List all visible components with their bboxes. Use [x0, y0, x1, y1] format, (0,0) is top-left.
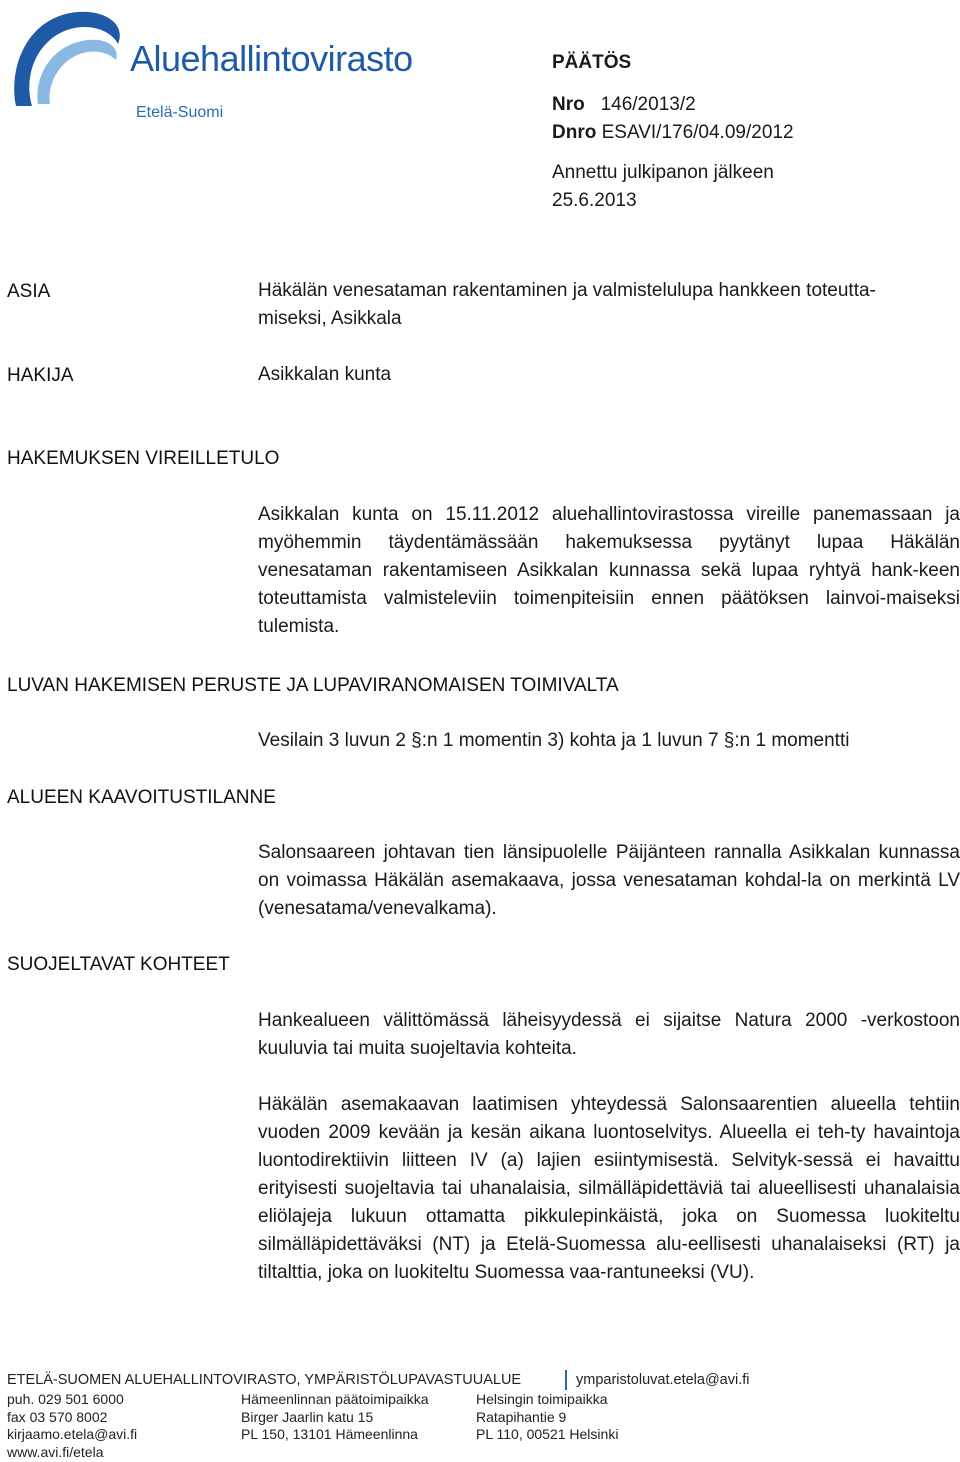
footer-separator — [565, 1370, 567, 1390]
section-label-hakija: HAKIJA — [7, 365, 74, 386]
footer-fax: fax 03 570 8002 — [7, 1408, 108, 1425]
nro-value: 146/2013/2 — [600, 94, 696, 115]
record-number — [552, 122, 794, 144]
footer-helsinki-title: Helsingin toimipaikka — [476, 1391, 608, 1407]
decision-number — [552, 94, 696, 116]
footer-hameenlinna-column — [241, 1391, 429, 1444]
footer-helsinki-column — [476, 1391, 618, 1444]
nro-label: Nro — [552, 94, 585, 115]
section-text-vireilletulo: Asikkalan kunta on 15.11.2012 aluehallintovirastossa vireille panemassaan ja myöhemmin täydentämässään hakemuksessa pyytänyt lupaa Häkälän venesataman rakentamiseen Asikkalan kunnassa sekä lupaa ryhtyä hank-keen toteuttamista valmisteleviin toimenpiteisiin ennen päätöksen lainvoi-maiseksi tulemista. — [258, 504, 960, 637]
section-text-kaavoitus: Salonsaareen johtavan tien länsipuolelle Päijänteen rannalla Asikkalan kunnassa on voimassa Häkälän asemakaava, jossa venesataman kohdal-la on merkintä LV (venesatama/venevalkama). — [258, 842, 960, 919]
logo-wordmark: Aluehallintovirasto — [130, 38, 413, 79]
region-label: Etelä-Suomi — [136, 104, 224, 121]
footer-hq-title: Hämeenlinnan päätoimipaikka — [241, 1391, 429, 1407]
footer-email-link[interactable]: ymparistoluvat.etela@avi.fi — [576, 1372, 750, 1388]
issued-line-1: Annettu julkipanon jälkeen — [552, 162, 774, 183]
footer-registry-email[interactable]: kirjaamo.etela@avi.fi — [7, 1426, 138, 1442]
section-label-peruste: LUVAN HAKEMISEN PERUSTE JA LUPAVIRANOMAISEN TOIMIVALTA — [7, 675, 619, 696]
section-text-asia: Häkälän venesataman rakentaminen ja valmistelulupa hankkeen toteutta- miseksi, Asikkala — [258, 280, 876, 329]
footer-hq-street: Birger Jaarlin katu 15 — [241, 1408, 374, 1425]
section-text-hakija: Asikkalan kunta — [258, 364, 392, 385]
footer-org: ETELÄ-SUOMEN ALUEHALLINTOVIRASTO, YMPÄRISTÖLUPAVASTUUALUE — [7, 1372, 522, 1388]
dnro-value: ESAVI/176/04.09/2012 — [601, 122, 794, 143]
footer-helsinki-postbox: PL 110, 00521 Helsinki — [476, 1426, 619, 1442]
section-label-suojeltavat: SUOJELTAVAT KOHTEET — [7, 954, 230, 975]
document-type: PÄÄTÖS — [552, 52, 632, 73]
section-text-suojeltavat-1: Hankealueen välittömässä läheisyydessä ei sijaitse Natura 2000 -verkostoon kuuluvia tai muita suojeltavia kohteita. — [258, 1010, 960, 1059]
footer-phone: puh. 029 501 6000 — [7, 1391, 124, 1407]
logo-swoosh-icon — [8, 6, 138, 116]
issued-date: 25.6.2013 — [552, 190, 637, 211]
footer-contact-column — [7, 1391, 137, 1461]
section-text-suojeltavat-2: Häkälän asemakaavan laatimisen yhteydessä Salonsaarentien alueella tehtiin vuoden 2009 kevään ja kesän aikana luontoselvitys. Alueella ei teh-ty havaintoja luontodirektiivin liitteen IV (a) lajien esiintymisestä. Selvityk-sessä ei havaittu erityisesti suojeltavia tai uhanalaisia, silmälläpidettäviä tai alueellisesti uhanalaisia eliölajeja lukuun ottamatta pikkulepinkäistä, joka on Suomessa luokiteltu silmälläpidettäväksi (NT) ja Etelä-Suomessa alu-eellisesti uhanalaiseksi (RT) ja tiltalttia, joka on luokiteltu Suomessa vaa-rantuneeksi (VU). — [258, 1094, 960, 1283]
section-label-asia: ASIA — [7, 281, 51, 302]
footer-helsinki-street: Ratapihantie 9 — [476, 1408, 567, 1425]
footer-hq-postbox: PL 150, 13101 Hämeenlinna — [241, 1426, 418, 1442]
section-label-vireilletulo: HAKEMUKSEN VIREILLETULO — [7, 448, 280, 469]
dnro-label: Dnro — [552, 122, 597, 143]
section-text-peruste: Vesilain 3 luvun 2 §:n 1 momentin 3) kohta ja 1 luvun 7 §:n 1 momentti — [258, 730, 850, 751]
footer-website[interactable]: www.avi.fi/etela — [7, 1443, 104, 1460]
section-label-kaavoitus: ALUEEN KAAVOITUSTILANNE — [7, 787, 276, 808]
